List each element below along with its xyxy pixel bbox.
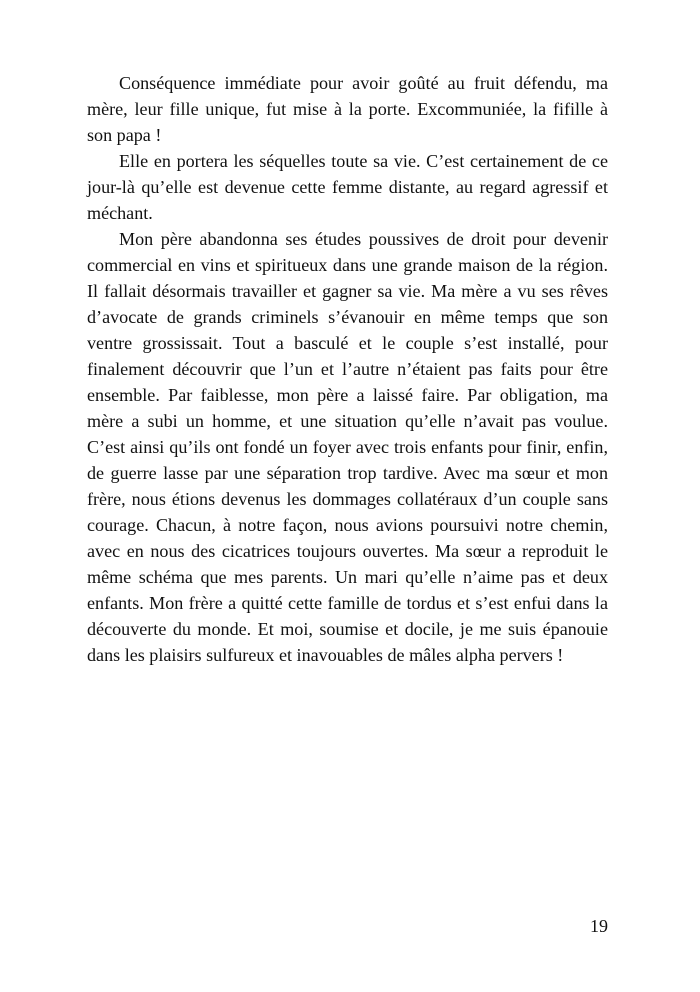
paragraph: Elle en portera les séquelles toute sa vie. C’est certainement de ce jour-là qu’elle est devenue cette femme distante, au regard agressif et méchant. — [87, 151, 608, 223]
paragraph: Mon père abandonna ses études poussives de droit pour devenir commercial en vins et spiritueux dans une grande maison de la région. Il fallait désormais travailler et gagner sa vie. Ma mère a vu ses rêves d’avocate de grands criminels s’évanouir en même temps que son ventre grossissait. Tout a basculé et le couple s’est installé, pour finalement découvrir que l’un et l’autre n’étaient pas faits pour être ensemble. Par faiblesse, mon père a laissé faire. Par obligation, ma mère a subi un homme, et une situation qu’elle n’avait pas voulue. C’est ainsi qu’ils ont fondé un foyer avec trois enfants pour finir, enfin, de guerre lasse par une séparation trop tardive. Avec ma sœur et mon frère, nous étions devenus les dommages collatéraux d’un couple sans courage. Chacun, à notre façon, nous avions poursuivi notre chemin, avec en nous des cicatrices toujours ouvertes. Ma sœur a reproduit le même schéma que mes parents. Un mari qu’elle n’aime pas et deux enfants. Mon frère a quitté cette famille de tordus et s’est enfui dans la découverte du monde. Et moi, soumise et docile, je me suis épanouie dans les plaisirs sulfureux et inavouables de mâles alpha pervers ! — [87, 229, 608, 665]
page-number: 19 — [590, 916, 608, 936]
body-text — [87, 70, 608, 668]
paragraph: Conséquence immédiate pour avoir goûté au fruit défendu, ma mère, leur fille unique, fut mise à la porte. Excommuniée, la fifille à son papa ! — [87, 73, 608, 145]
